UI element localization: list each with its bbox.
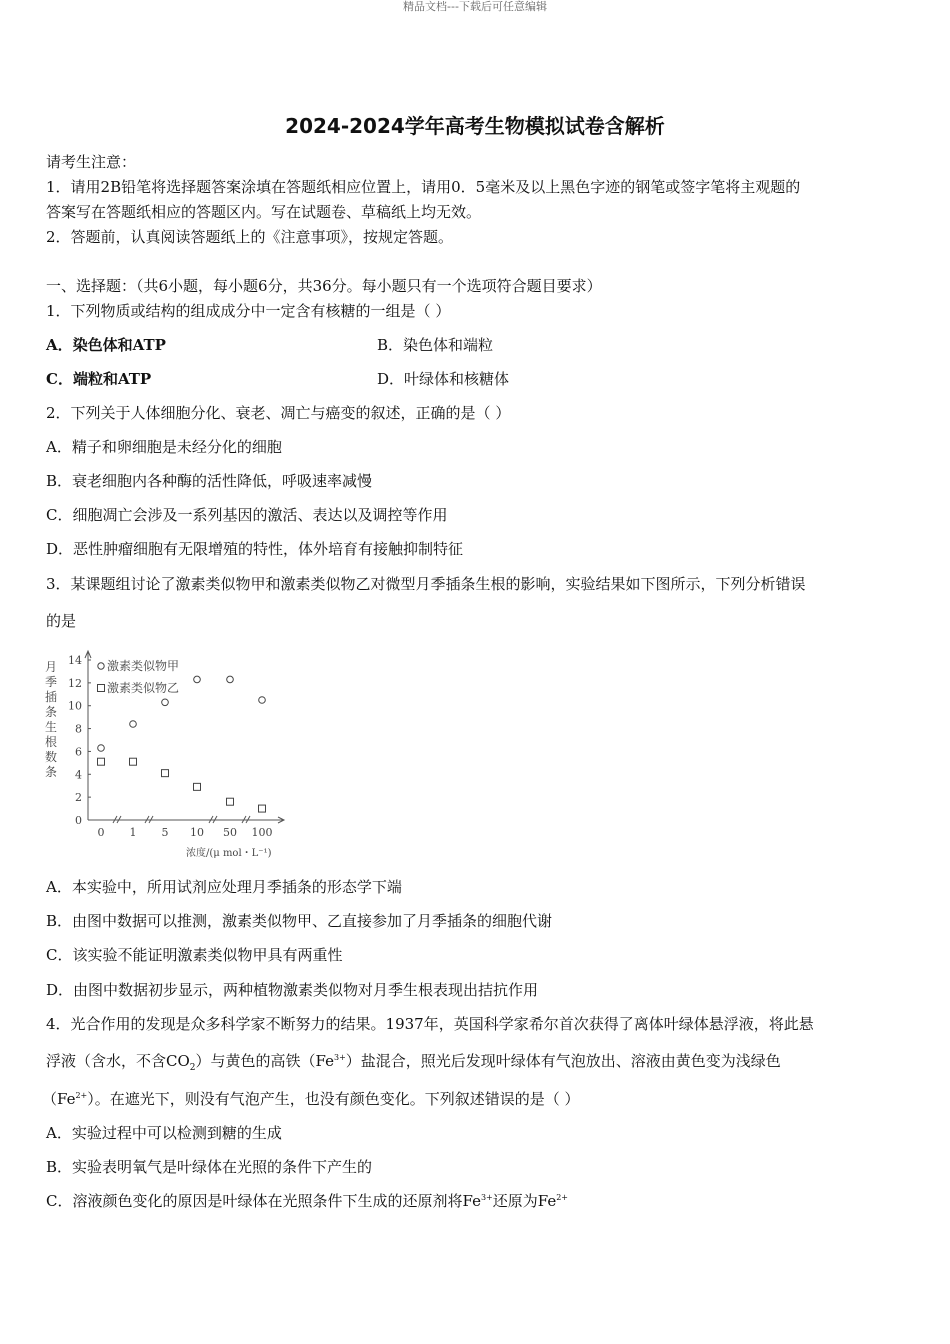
question-2-option-d: D．恶性肿瘤细胞有无限增殖的特性，体外培育有接触抑制特征 xyxy=(46,540,464,558)
x-axis-label: 浓度/(μ mol・L⁻¹) xyxy=(186,848,272,859)
question-3-option-c: C．该实验不能证明激素类似物甲具有两重性 xyxy=(46,946,343,964)
question-2-option-c: C．细胞凋亡会涉及一系列基因的激活、表达以及调控等作用 xyxy=(46,506,448,524)
question-4-line1: 4．光合作用的发现是众多科学家不断努力的结果。1937年，英国科学家希尔首次获得了离体叶绿体悬浮液，将此悬 xyxy=(46,1015,814,1033)
notice-item: 2．答题前，认真阅读答题纸上的《注意事项》，按规定答题。 xyxy=(46,228,454,246)
question-3-option-b: B．由图中数据可以推测，激素类似物甲、乙直接参加了月季插条的细胞代谢 xyxy=(46,912,553,930)
question-3-stem-line1: 3．某课题组讨论了激素类似物甲和激素类似物乙对微型月季插条生根的影响，实验结果如下图所示，下列分析错误 xyxy=(46,575,806,593)
x-tick-label: 0 xyxy=(97,826,105,839)
legend-label: 激素类似物乙 xyxy=(107,681,180,695)
data-point-circle xyxy=(194,676,201,683)
y-axis-label-char: 条 xyxy=(44,765,58,779)
question-4-option-a: A．实验过程中可以检测到糖的生成 xyxy=(46,1124,282,1142)
y-tick-label: 2 xyxy=(75,791,82,805)
notice-item: 答案写在答题纸相应的答题区内。写在试题卷、草稿纸上均无效。 xyxy=(46,203,482,221)
question-1-option-c: C．端粒和ATP xyxy=(46,370,152,388)
data-point-square xyxy=(194,783,201,790)
question-1-option-a: A．染色体和ATP xyxy=(46,336,166,354)
data-point-square xyxy=(227,798,234,805)
data-point-square xyxy=(98,758,105,765)
page-title: 2024-2024学年高考生物模拟试卷含解析 xyxy=(285,114,665,138)
y-tick-label: 4 xyxy=(75,768,82,782)
data-point-circle xyxy=(162,699,169,706)
x-tick-label: 10 xyxy=(190,826,204,839)
question-1-option-b: B．染色体和端粒 xyxy=(377,336,494,354)
question-4-line2: 浮液（含水，不含$CO_2$）与黄色的高铁$(Fe^{3+})$盐混合，照光后发现叶绿体有气泡放出、溶液由黄色变为浅绿色 xyxy=(46,1052,781,1073)
question-1-stem: 1．下列物质或结构的组成成分中一定含有核糖的一组是（ ） xyxy=(46,302,451,320)
question-2-option-a: A．精子和卵细胞是未经分化的细胞 xyxy=(46,438,282,456)
data-point-circle xyxy=(130,721,137,728)
legend-marker-square xyxy=(98,685,105,692)
y-axis-label-char: 月 xyxy=(44,660,58,674)
legend-label: 激素类似物甲 xyxy=(107,659,180,673)
x-tick-label: 5 xyxy=(161,826,169,839)
x-tick-label: 50 xyxy=(223,826,237,839)
rooting-scatter-chart xyxy=(40,645,300,865)
y-tick-label: 0 xyxy=(75,814,82,827)
question-3-option-a: A．本实验中，所用试剂应处理月季插条的形态学下端 xyxy=(46,878,402,896)
question-4-option-c: C．溶液颜色变化的原因是叶绿体在光照条件下生成的还原剂将$Fe^{3+}$还原为$Fe^{2+}$ xyxy=(46,1192,569,1210)
section-heading: 一、选择题：（共6小题，每小题6分，共36分。每小题只有一个选项符合题目要求） xyxy=(46,277,602,295)
y-tick-label: 8 xyxy=(75,722,82,736)
question-2-option-b: B．衰老细胞内各种酶的活性降低，呼吸速率减慢 xyxy=(46,472,373,490)
question-4-line3: $(Fe^{2+})$。在遮光下，则没有气泡产生，也没有颜色变化。下列叙述错误的是（ ） xyxy=(42,1090,580,1108)
data-point-square xyxy=(162,770,169,777)
data-point-square xyxy=(130,758,137,765)
y-axis-label-char: 插 xyxy=(44,690,58,704)
question-3-stem-line2: 的是 xyxy=(46,612,77,630)
y-axis-label-char: 季 xyxy=(44,675,58,689)
question-1-option-d: D．叶绿体和核糖体 xyxy=(377,370,510,388)
y-tick-label: 14 xyxy=(68,654,82,667)
x-tick-label: 1 xyxy=(129,826,137,839)
data-point-circle xyxy=(98,745,105,752)
x-tick-label: 100 xyxy=(251,826,273,839)
y-tick-label: 6 xyxy=(75,745,82,759)
notice-item: 1．请用2B铅笔将选择题答案涂填在答题纸相应位置上，请用0．5毫米及以上黑色字迹的钢笔或签字笔将主观题的 xyxy=(46,178,801,196)
data-point-circle xyxy=(259,697,266,704)
data-point-circle xyxy=(227,676,234,683)
y-axis-label-char: 生 xyxy=(44,720,58,734)
data-point-square xyxy=(259,805,266,812)
question-2-stem: 2．下列关于人体细胞分化、衰老、凋亡与癌变的叙述，正确的是（ ） xyxy=(46,404,511,422)
legend-marker-circle xyxy=(98,663,104,669)
y-axis-label-char: 根 xyxy=(44,735,58,749)
y-axis-label-char: 数 xyxy=(44,750,58,764)
question-4-option-b: B．实验表明氧气是叶绿体在光照的条件下产生的 xyxy=(46,1158,373,1176)
y-axis-label-char: 条 xyxy=(44,705,58,719)
y-tick-label: 10 xyxy=(68,699,82,713)
notice-heading: 请考生注意： xyxy=(46,153,137,171)
watermark: 精品文档---下载后可任意编辑 xyxy=(403,0,547,13)
y-tick-label: 12 xyxy=(68,676,82,690)
question-3-option-d: D．由图中数据初步显示，两种植物激素类似物对月季生根表现出拮抗作用 xyxy=(46,981,539,999)
